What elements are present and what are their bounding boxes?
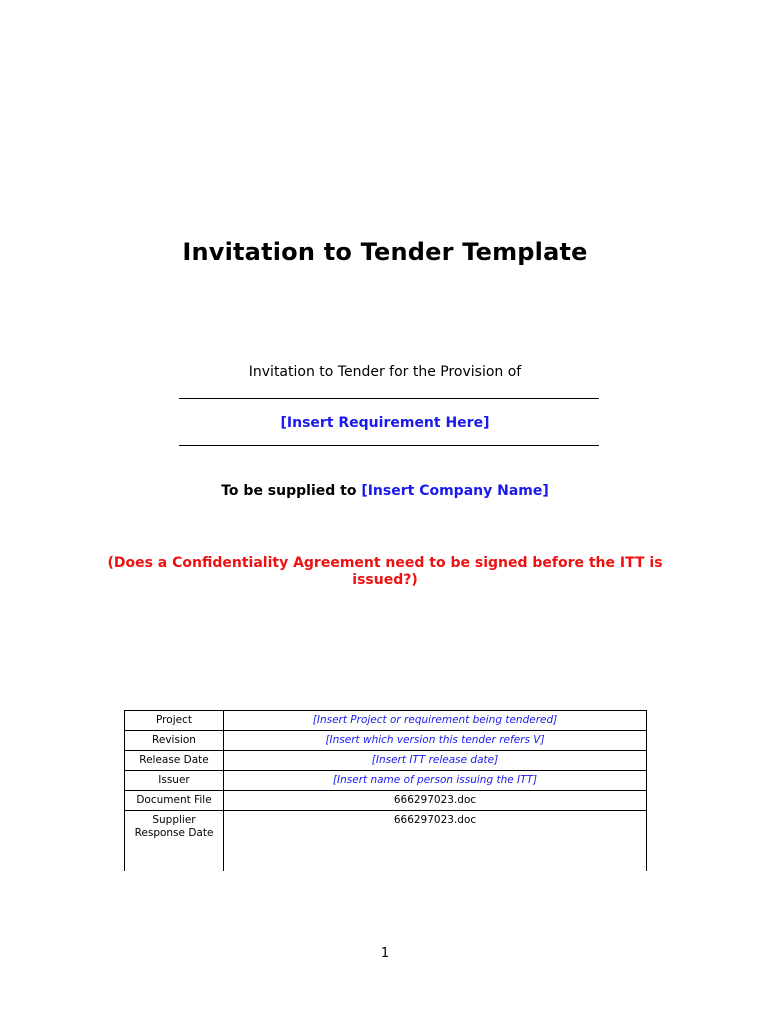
document-title: Invitation to Tender Template — [182, 238, 588, 266]
row-value: [Insert name of person issuing the ITT] — [224, 771, 647, 791]
row-label: Document File — [125, 791, 224, 811]
row-label: Supplier Response Date — [125, 811, 224, 872]
row-label: Release Date — [125, 751, 224, 771]
document-info-table — [124, 710, 647, 871]
top-divider — [179, 398, 599, 399]
table-row — [125, 731, 647, 751]
bottom-divider — [179, 445, 599, 446]
row-value: [Insert Project or requirement being tendered] — [224, 711, 647, 731]
table-row — [125, 711, 647, 731]
table-row — [125, 771, 647, 791]
row-label: Revision — [125, 731, 224, 751]
table-row — [125, 791, 647, 811]
requirement-placeholder: [Insert Requirement Here] — [280, 415, 490, 431]
table-row — [125, 811, 647, 872]
row-label: Project — [125, 711, 224, 731]
row-value: [Insert ITT release date] — [224, 751, 647, 771]
company-name-placeholder: [Insert Company Name] — [361, 483, 549, 499]
row-label: Issuer — [125, 771, 224, 791]
page-number: 1 — [380, 946, 390, 961]
supplied-to-line — [0, 483, 770, 499]
confidentiality-note: (Does a Confidentiality Agreement need to be signed before the ITT is issued?) — [107, 555, 663, 588]
row-value: 666297023.doc — [224, 811, 647, 872]
supplied-to-prefix: To be supplied to — [221, 483, 357, 499]
document-subtitle: Invitation to Tender for the Provision of — [248, 364, 522, 380]
table-row — [125, 751, 647, 771]
row-value: 666297023.doc — [224, 791, 647, 811]
row-value: [Insert which version this tender refers V] — [224, 731, 647, 751]
